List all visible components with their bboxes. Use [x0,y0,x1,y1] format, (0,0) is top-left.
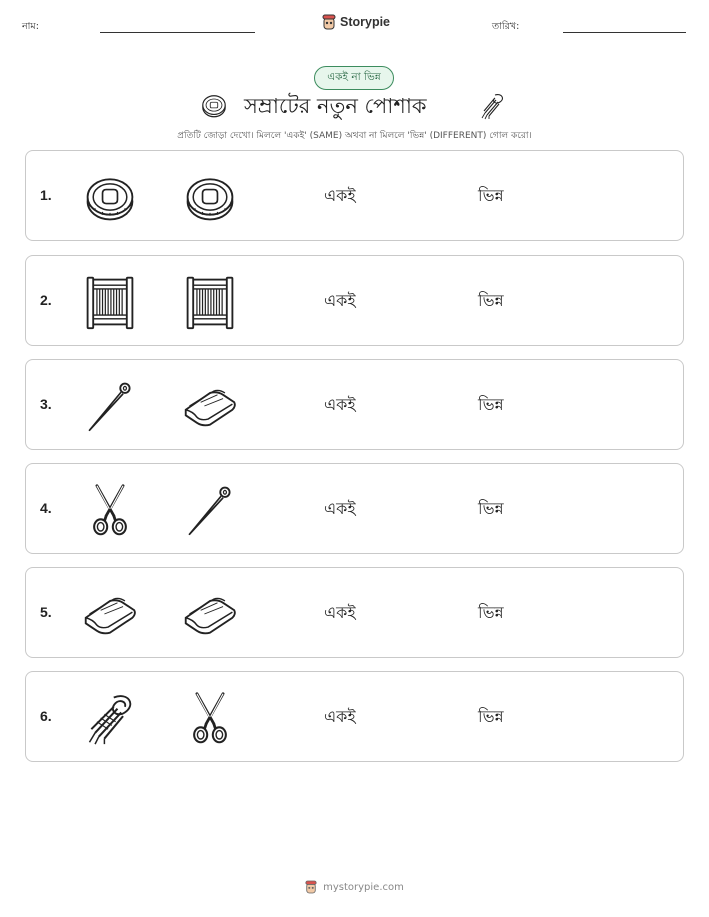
needle-icon [182,482,238,538]
storypie-mascot-icon [305,880,317,894]
scissors-icon [182,690,238,746]
title-row [0,90,709,122]
option-different[interactable]: ভিন্ন [478,395,504,414]
option-same[interactable]: একই [324,395,356,414]
question-row-3 [25,359,684,450]
coin-icon [82,169,138,225]
question-row-4 [25,463,684,554]
option-same[interactable]: একই [324,291,356,310]
footer [0,880,709,894]
scissors-icon [82,482,138,538]
question-number: 1. [40,187,52,203]
question-number: 5. [40,604,52,620]
brand-name: Storypie [340,15,391,29]
option-same[interactable]: একই [324,603,356,622]
coin-icon [182,169,238,225]
brand-logo [322,14,390,30]
folded-cloth-icon [82,586,138,642]
option-different[interactable]: ভিন্ন [478,603,504,622]
question-number: 6. [40,708,52,724]
question-row-5 [25,567,684,658]
loom-icon [182,274,238,330]
loom-icon [82,274,138,330]
question-number: 2. [40,292,52,308]
question-number: 4. [40,500,52,516]
footer-url[interactable]: mystorypie.com [323,881,404,893]
storypie-mascot-icon [322,14,336,30]
option-same[interactable]: একই [324,186,356,205]
question-row-6 [25,671,684,762]
name-label: নাম: [22,21,39,32]
needle-icon [82,378,138,434]
option-different[interactable]: ভিন্ন [478,499,504,518]
question-number: 3. [40,396,52,412]
folded-cloth-icon [182,586,238,642]
worksheet-type-badge: একই না ভিন্ন [314,66,394,90]
question-row-2 [25,255,684,346]
worksheet-header [0,14,709,36]
option-different[interactable]: ভিন্ন [478,291,504,310]
folded-cloth-icon [182,378,238,434]
option-same[interactable]: একই [324,707,356,726]
thread-skein-icon [478,90,508,122]
question-row-1 [25,150,684,241]
name-line[interactable] [100,32,255,33]
option-different[interactable]: ভিন্ন [478,707,504,726]
page-title: সম্রাটের নতুন পোশাক [244,94,427,118]
instructions: প্রতিটি জোড়া দেখো। মিললে 'একই' (SAME) অথবা না মিললে 'ভিন্ন' (DIFFERENT) গোল করো। [177,131,532,141]
coin-icon [200,92,228,120]
thread-skein-icon [82,690,138,746]
date-line[interactable] [563,32,686,33]
date-label: তারিখ: [492,21,520,32]
option-different[interactable]: ভিন্ন [478,186,504,205]
option-same[interactable]: একই [324,499,356,518]
